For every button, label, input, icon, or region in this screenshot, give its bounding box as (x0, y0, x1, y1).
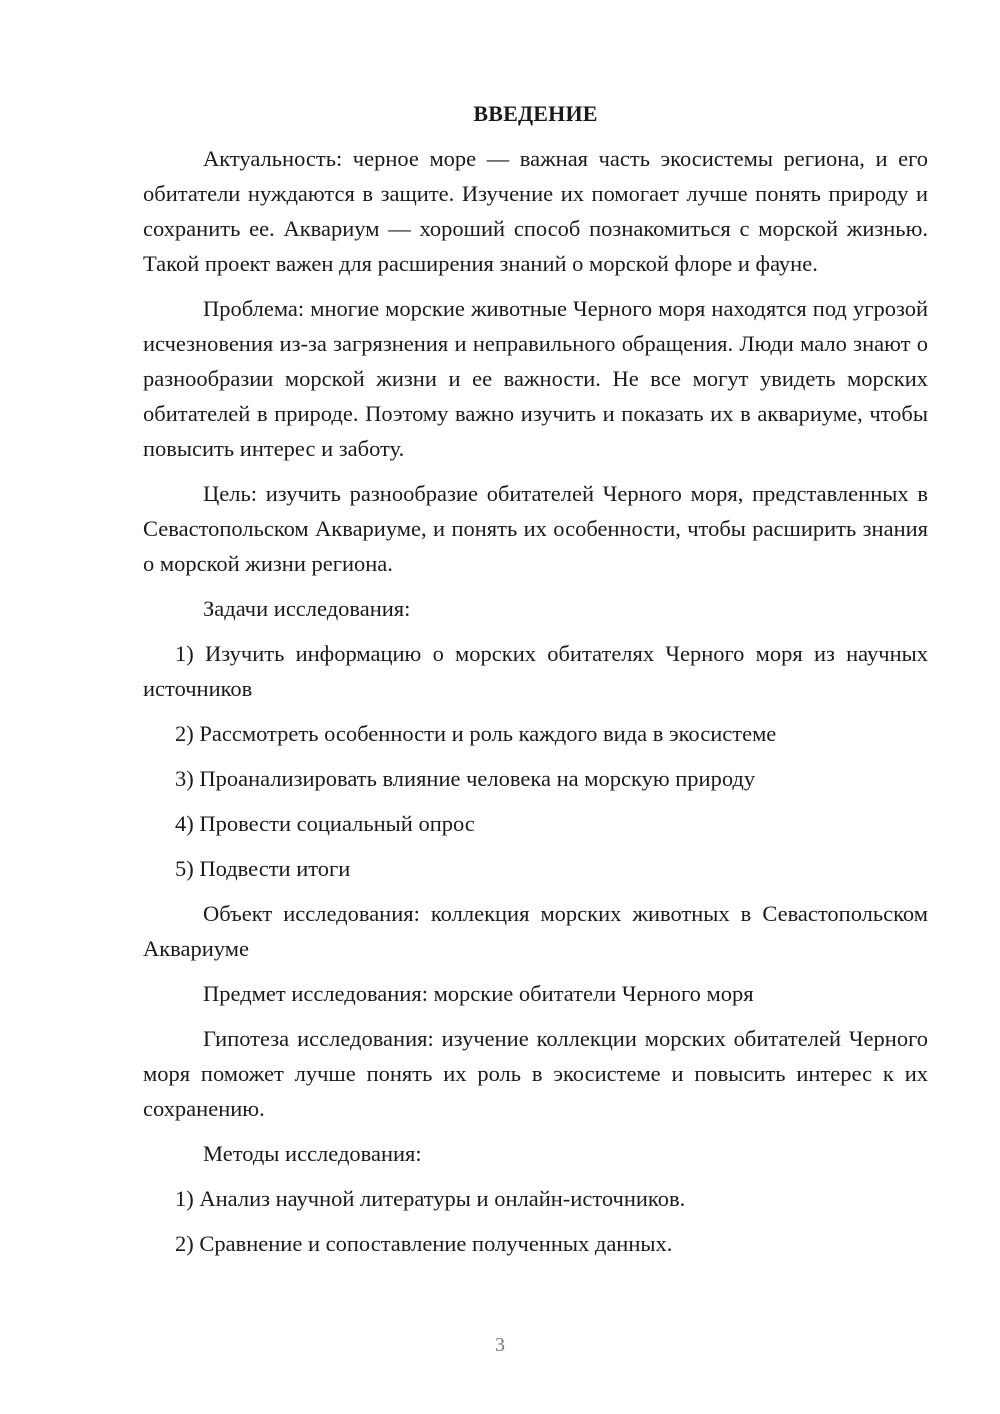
page-number: 3 (495, 1334, 505, 1356)
method-item-2: 2) Сравнение и сопоставление полученных данных. (175, 1231, 673, 1256)
task-item-3: 3) Проанализировать влияние человека на морскую природу (175, 766, 756, 791)
paragraph-goal: Цель: изучить разнообразие обитателей Черного моря, представленных в Севастопольском Аквариуме, и понять их особенности, чтобы расширить знания о морской жизни региона. (143, 481, 928, 576)
methods-heading: Методы исследования: (203, 1141, 422, 1166)
task-item-5: 5) Подвести итоги (175, 856, 351, 881)
tasks-heading: Задачи исследования: (203, 596, 411, 621)
document-page (143, 96, 928, 1271)
paragraph-actuality: Актуальность: черное море — важная часть экосистемы региона, и его обитатели нуждаются в защите. Изучение их помогает лучше понять природу и сохранить ее. Аквариум — хороший способ познакомиться с морской жизнью. Такой проект важен для расширения знаний о морской флоре и фауне. (143, 146, 928, 276)
paragraph-hypothesis: Гипотеза исследования: изучение коллекции морских обитателей Черного моря поможет лучше понять их роль в экосистеме и повысить интерес к их сохранению. (143, 1026, 928, 1121)
task-item-1: 1) Изучить информацию о морских обитателях Черного моря из научных источников (143, 641, 928, 701)
method-item-1: 1) Анализ научной литературы и онлайн-источников. (175, 1186, 686, 1211)
paragraph-object: Объект исследования: коллекция морских животных в Севастопольском Аквариуме (143, 901, 928, 961)
paragraph-subject: Предмет исследования: морские обитатели Черного моря (203, 981, 754, 1006)
section-title: ВВЕДЕНИЕ (473, 101, 598, 126)
task-item-2: 2) Рассмотреть особенности и роль каждого вида в экосистеме (175, 721, 777, 746)
task-item-4: 4) Провести социальный опрос (175, 811, 475, 836)
paragraph-problem: Проблема: многие морские животные Черного моря находятся под угрозой исчезновения из-за загрязнения и неправильного обращения. Люди мало знают о разнообразии морской жизни и ее важности. Не все могут увидеть морских обитателей в природе. Поэтому важно изучить и показать их в аквариуме, чтобы повысить интерес и заботу. (143, 296, 928, 461)
